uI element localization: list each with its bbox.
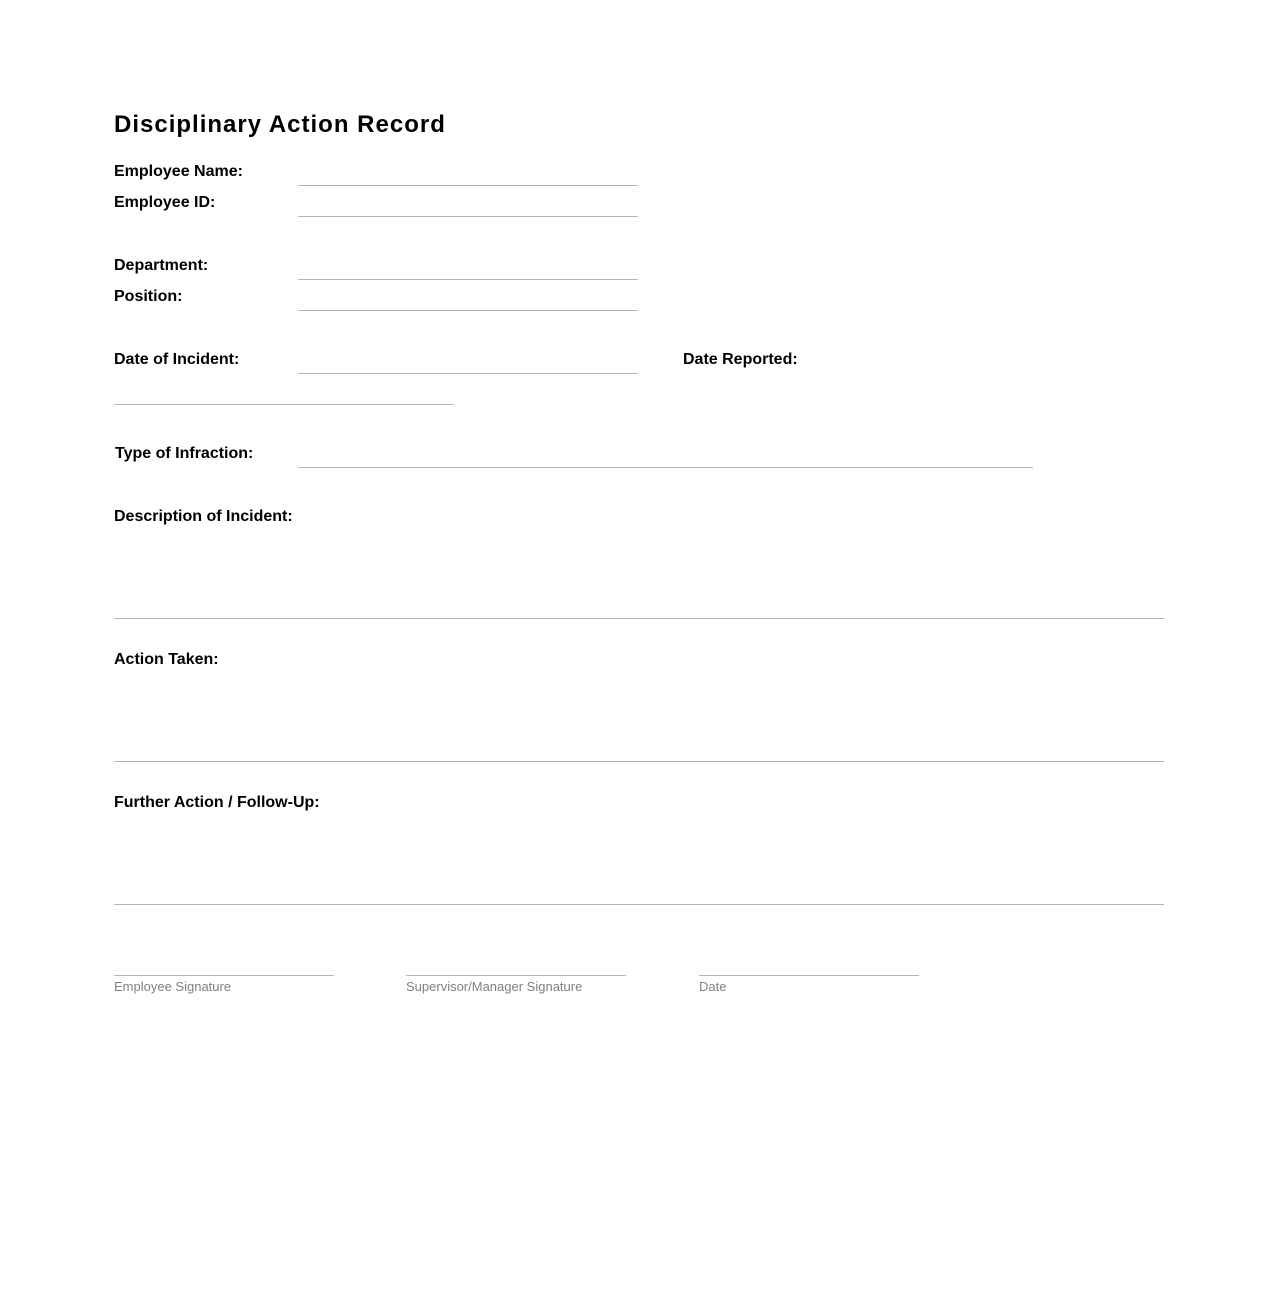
further-action-field[interactable] bbox=[114, 904, 1164, 905]
supervisor-signature-caption: Supervisor/Manager Signature bbox=[406, 979, 583, 994]
signature-date-line[interactable] bbox=[699, 975, 919, 976]
department-field[interactable] bbox=[298, 279, 638, 280]
description-label: Description of Incident: bbox=[114, 508, 293, 525]
date-reported-label: Date Reported: bbox=[683, 351, 798, 368]
page-title: Disciplinary Action Record bbox=[114, 111, 446, 138]
employee-name-label: Employee Name: bbox=[114, 163, 243, 180]
employee-id-label: Employee ID: bbox=[114, 194, 216, 211]
department-label: Department: bbox=[114, 257, 209, 274]
supervisor-signature-line[interactable] bbox=[406, 975, 626, 976]
employee-signature-caption: Employee Signature bbox=[114, 979, 232, 994]
type-of-infraction-label: Type of Infraction: bbox=[115, 445, 254, 462]
date-of-incident-field[interactable] bbox=[298, 373, 638, 374]
employee-id-field[interactable] bbox=[298, 216, 638, 217]
employee-name-field[interactable] bbox=[298, 185, 638, 186]
signature-date-caption: Date bbox=[699, 979, 727, 994]
position-field[interactable] bbox=[298, 310, 638, 311]
position-label: Position: bbox=[114, 288, 183, 305]
date-of-incident-label: Date of Incident: bbox=[114, 351, 240, 368]
type-of-infraction-field[interactable] bbox=[298, 467, 1033, 468]
action-taken-label: Action Taken: bbox=[114, 651, 219, 668]
further-action-label: Further Action / Follow-Up: bbox=[114, 794, 320, 811]
employee-signature-line[interactable] bbox=[114, 975, 334, 976]
date-reported-field[interactable] bbox=[114, 404, 454, 405]
description-field[interactable] bbox=[114, 618, 1164, 619]
action-taken-field[interactable] bbox=[114, 761, 1164, 762]
